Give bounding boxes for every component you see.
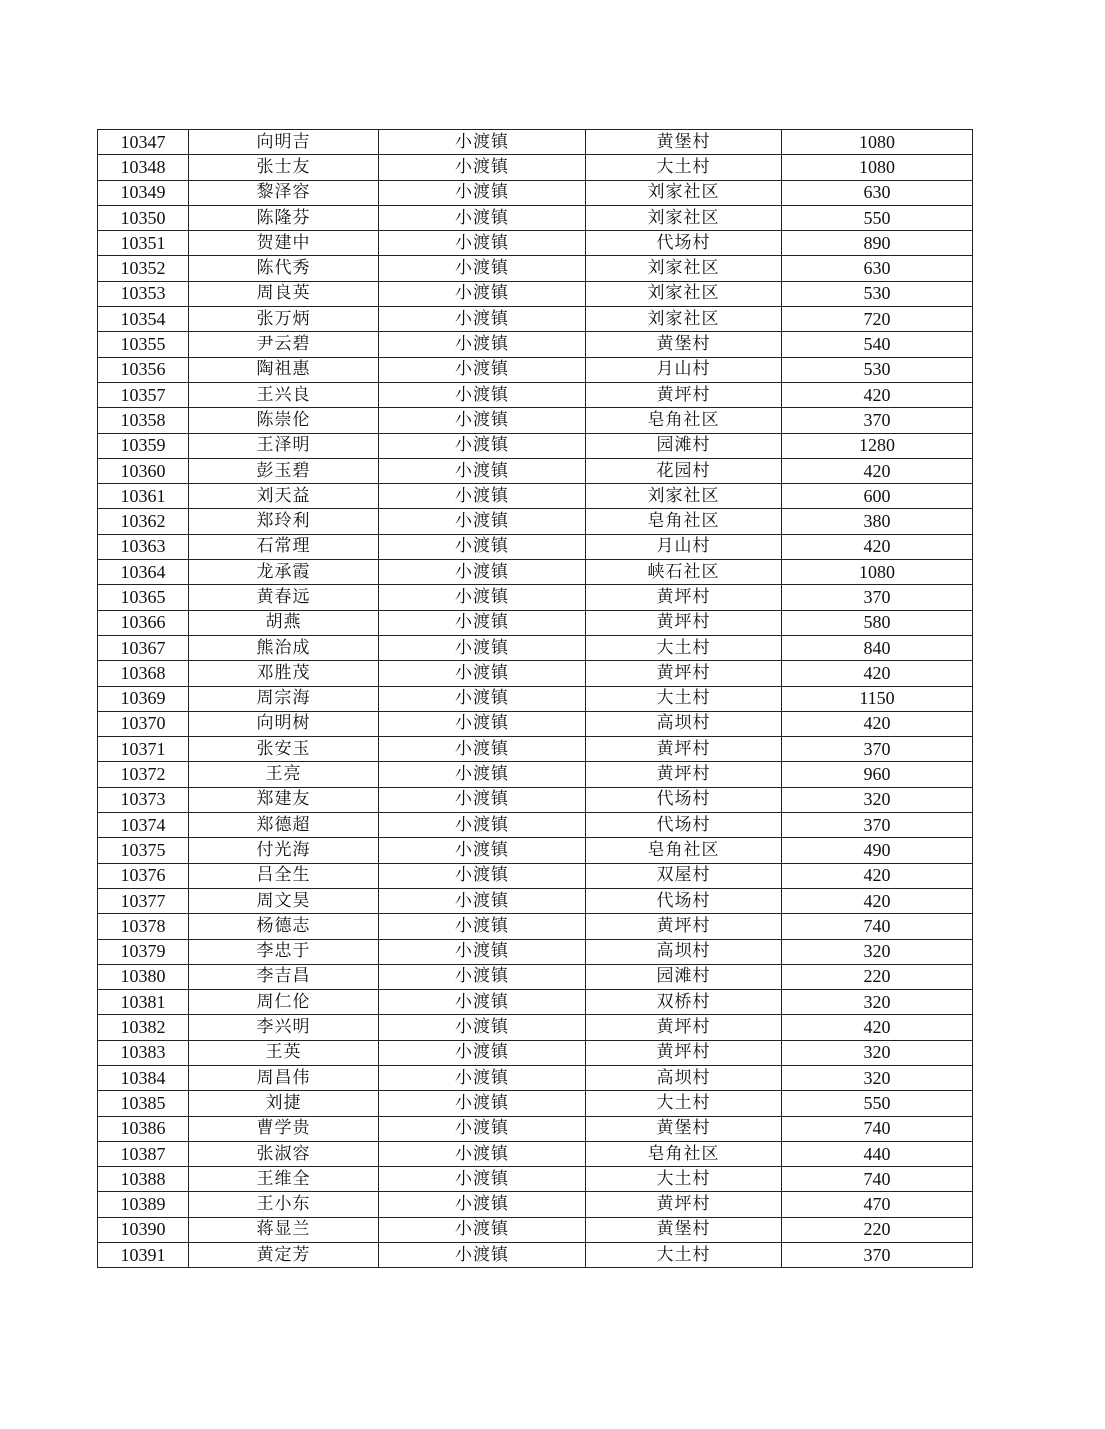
village-cell: 黄坪村 [586, 914, 782, 939]
amount-cell: 320 [782, 939, 973, 964]
village-cell: 黄坪村 [586, 1040, 782, 1065]
table-row [98, 711, 973, 736]
village-cell: 黄堡村 [586, 130, 782, 155]
table-row [98, 1015, 973, 1040]
id-cell: 10374 [98, 813, 189, 838]
table-row [98, 964, 973, 989]
amount-cell: 380 [782, 509, 973, 534]
table-row [98, 1217, 973, 1242]
name-cell: 王维全 [189, 1167, 379, 1192]
name-cell: 彭玉碧 [189, 458, 379, 483]
name-cell: 蒋显兰 [189, 1217, 379, 1242]
id-cell: 10378 [98, 914, 189, 939]
village-cell: 黄坪村 [586, 737, 782, 762]
town-cell: 小渡镇 [379, 281, 586, 306]
table-row [98, 686, 973, 711]
village-cell: 刘家社区 [586, 256, 782, 281]
town-cell: 小渡镇 [379, 1192, 586, 1217]
id-cell: 10365 [98, 585, 189, 610]
amount-cell: 420 [782, 458, 973, 483]
town-cell: 小渡镇 [379, 914, 586, 939]
id-cell: 10369 [98, 686, 189, 711]
name-cell: 石常理 [189, 534, 379, 559]
town-cell: 小渡镇 [379, 686, 586, 711]
village-cell: 皂角社区 [586, 509, 782, 534]
id-cell: 10388 [98, 1167, 189, 1192]
village-cell: 大土村 [586, 1091, 782, 1116]
table-row [98, 155, 973, 180]
village-cell: 园滩村 [586, 433, 782, 458]
id-cell: 10368 [98, 661, 189, 686]
town-cell: 小渡镇 [379, 231, 586, 256]
amount-cell: 370 [782, 813, 973, 838]
amount-cell: 420 [782, 382, 973, 407]
table-row [98, 635, 973, 660]
town-cell: 小渡镇 [379, 130, 586, 155]
id-cell: 10376 [98, 863, 189, 888]
amount-cell: 1280 [782, 433, 973, 458]
id-cell: 10377 [98, 888, 189, 913]
name-cell: 黎泽容 [189, 180, 379, 205]
name-cell: 张士友 [189, 155, 379, 180]
town-cell: 小渡镇 [379, 661, 586, 686]
id-cell: 10390 [98, 1217, 189, 1242]
town-cell: 小渡镇 [379, 332, 586, 357]
village-cell: 高坝村 [586, 1065, 782, 1090]
village-cell: 高坝村 [586, 939, 782, 964]
table-row [98, 534, 973, 559]
amount-cell: 740 [782, 1167, 973, 1192]
name-cell: 郑玲利 [189, 509, 379, 534]
name-cell: 陶祖惠 [189, 357, 379, 382]
amount-cell: 840 [782, 635, 973, 660]
id-cell: 10353 [98, 281, 189, 306]
table-row [98, 205, 973, 230]
amount-cell: 960 [782, 762, 973, 787]
amount-cell: 740 [782, 1116, 973, 1141]
amount-cell: 530 [782, 357, 973, 382]
id-cell: 10385 [98, 1091, 189, 1116]
name-cell: 郑建友 [189, 787, 379, 812]
town-cell: 小渡镇 [379, 939, 586, 964]
table-row [98, 382, 973, 407]
table-row [98, 661, 973, 686]
town-cell: 小渡镇 [379, 762, 586, 787]
name-cell: 曹学贵 [189, 1116, 379, 1141]
name-cell: 杨德志 [189, 914, 379, 939]
table-row [98, 130, 973, 155]
village-cell: 代场村 [586, 231, 782, 256]
table-row [98, 1192, 973, 1217]
name-cell: 付光海 [189, 838, 379, 863]
name-cell: 李吉昌 [189, 964, 379, 989]
id-cell: 10359 [98, 433, 189, 458]
amount-cell: 220 [782, 1217, 973, 1242]
amount-cell: 580 [782, 610, 973, 635]
name-cell: 陈代秀 [189, 256, 379, 281]
town-cell: 小渡镇 [379, 711, 586, 736]
amount-cell: 420 [782, 888, 973, 913]
town-cell: 小渡镇 [379, 382, 586, 407]
town-cell: 小渡镇 [379, 610, 586, 635]
table-row [98, 762, 973, 787]
amount-cell: 220 [782, 964, 973, 989]
table-row [98, 509, 973, 534]
name-cell: 郑德超 [189, 813, 379, 838]
town-cell: 小渡镇 [379, 1141, 586, 1166]
name-cell: 龙承霞 [189, 560, 379, 585]
village-cell: 皂角社区 [586, 408, 782, 433]
id-cell: 10370 [98, 711, 189, 736]
village-cell: 峡石社区 [586, 560, 782, 585]
amount-cell: 320 [782, 990, 973, 1015]
id-cell: 10366 [98, 610, 189, 635]
table-row [98, 1167, 973, 1192]
village-cell: 黄坪村 [586, 762, 782, 787]
table-row [98, 484, 973, 509]
table-row [98, 838, 973, 863]
table-row [98, 888, 973, 913]
name-cell: 黄春远 [189, 585, 379, 610]
village-cell: 皂角社区 [586, 838, 782, 863]
table-row [98, 914, 973, 939]
village-cell: 大土村 [586, 635, 782, 660]
amount-cell: 440 [782, 1141, 973, 1166]
village-cell: 代场村 [586, 888, 782, 913]
table-row [98, 408, 973, 433]
village-cell: 月山村 [586, 534, 782, 559]
name-cell: 尹云碧 [189, 332, 379, 357]
id-cell: 10380 [98, 964, 189, 989]
table-row [98, 560, 973, 585]
amount-cell: 890 [782, 231, 973, 256]
table-row [98, 610, 973, 635]
name-cell: 李兴明 [189, 1015, 379, 1040]
town-cell: 小渡镇 [379, 990, 586, 1015]
id-cell: 10356 [98, 357, 189, 382]
amount-cell: 370 [782, 737, 973, 762]
table-body [98, 130, 973, 1268]
table-row [98, 1091, 973, 1116]
name-cell: 刘捷 [189, 1091, 379, 1116]
town-cell: 小渡镇 [379, 635, 586, 660]
amount-cell: 470 [782, 1192, 973, 1217]
id-cell: 10351 [98, 231, 189, 256]
amount-cell: 420 [782, 1015, 973, 1040]
name-cell: 王小东 [189, 1192, 379, 1217]
id-cell: 10371 [98, 737, 189, 762]
name-cell: 张淑容 [189, 1141, 379, 1166]
town-cell: 小渡镇 [379, 1217, 586, 1242]
name-cell: 周良英 [189, 281, 379, 306]
name-cell: 王亮 [189, 762, 379, 787]
id-cell: 10381 [98, 990, 189, 1015]
id-cell: 10382 [98, 1015, 189, 1040]
town-cell: 小渡镇 [379, 1065, 586, 1090]
village-cell: 园滩村 [586, 964, 782, 989]
name-cell: 刘天益 [189, 484, 379, 509]
amount-cell: 720 [782, 307, 973, 332]
name-cell: 张安玉 [189, 737, 379, 762]
town-cell: 小渡镇 [379, 534, 586, 559]
name-cell: 贺建中 [189, 231, 379, 256]
town-cell: 小渡镇 [379, 484, 586, 509]
id-cell: 10362 [98, 509, 189, 534]
town-cell: 小渡镇 [379, 1015, 586, 1040]
name-cell: 陈崇伦 [189, 408, 379, 433]
table-row [98, 1243, 973, 1268]
town-cell: 小渡镇 [379, 155, 586, 180]
town-cell: 小渡镇 [379, 737, 586, 762]
town-cell: 小渡镇 [379, 813, 586, 838]
village-cell: 刘家社区 [586, 205, 782, 230]
village-cell: 刘家社区 [586, 281, 782, 306]
amount-cell: 740 [782, 914, 973, 939]
town-cell: 小渡镇 [379, 838, 586, 863]
amount-cell: 1080 [782, 560, 973, 585]
village-cell: 花园村 [586, 458, 782, 483]
village-cell: 皂角社区 [586, 1141, 782, 1166]
table-row [98, 332, 973, 357]
table-row [98, 585, 973, 610]
village-cell: 黄坪村 [586, 1192, 782, 1217]
id-cell: 10357 [98, 382, 189, 407]
id-cell: 10354 [98, 307, 189, 332]
amount-cell: 420 [782, 661, 973, 686]
table-row [98, 939, 973, 964]
id-cell: 10363 [98, 534, 189, 559]
amount-cell: 1080 [782, 155, 973, 180]
amount-cell: 320 [782, 1040, 973, 1065]
id-cell: 10349 [98, 180, 189, 205]
id-cell: 10364 [98, 560, 189, 585]
table-row [98, 307, 973, 332]
amount-cell: 530 [782, 281, 973, 306]
name-cell: 王英 [189, 1040, 379, 1065]
id-cell: 10372 [98, 762, 189, 787]
town-cell: 小渡镇 [379, 180, 586, 205]
id-cell: 10361 [98, 484, 189, 509]
table-row [98, 1065, 973, 1090]
amount-cell: 550 [782, 1091, 973, 1116]
name-cell: 张万炳 [189, 307, 379, 332]
village-cell: 大土村 [586, 155, 782, 180]
village-cell: 黄坪村 [586, 585, 782, 610]
amount-cell: 320 [782, 1065, 973, 1090]
village-cell: 黄堡村 [586, 1217, 782, 1242]
id-cell: 10352 [98, 256, 189, 281]
table-row [98, 813, 973, 838]
village-cell: 代场村 [586, 787, 782, 812]
town-cell: 小渡镇 [379, 585, 586, 610]
village-cell: 双桥村 [586, 990, 782, 1015]
amount-cell: 630 [782, 180, 973, 205]
village-cell: 高坝村 [586, 711, 782, 736]
name-cell: 熊治成 [189, 635, 379, 660]
table-row [98, 787, 973, 812]
amount-cell: 370 [782, 408, 973, 433]
amount-cell: 420 [782, 711, 973, 736]
name-cell: 李忠于 [189, 939, 379, 964]
village-cell: 黄坪村 [586, 382, 782, 407]
table-row [98, 737, 973, 762]
id-cell: 10379 [98, 939, 189, 964]
name-cell: 王兴良 [189, 382, 379, 407]
town-cell: 小渡镇 [379, 787, 586, 812]
town-cell: 小渡镇 [379, 1167, 586, 1192]
id-cell: 10360 [98, 458, 189, 483]
id-cell: 10386 [98, 1116, 189, 1141]
id-cell: 10387 [98, 1141, 189, 1166]
town-cell: 小渡镇 [379, 307, 586, 332]
table-row [98, 990, 973, 1015]
amount-cell: 370 [782, 1243, 973, 1268]
table-row [98, 1116, 973, 1141]
village-cell: 黄坪村 [586, 1015, 782, 1040]
id-cell: 10391 [98, 1243, 189, 1268]
village-cell: 大土村 [586, 1243, 782, 1268]
name-cell: 黄定芳 [189, 1243, 379, 1268]
village-cell: 刘家社区 [586, 180, 782, 205]
table-row [98, 357, 973, 382]
name-cell: 邓胜茂 [189, 661, 379, 686]
town-cell: 小渡镇 [379, 863, 586, 888]
village-cell: 大土村 [586, 1167, 782, 1192]
town-cell: 小渡镇 [379, 408, 586, 433]
table-row [98, 256, 973, 281]
name-cell: 吕全生 [189, 863, 379, 888]
id-cell: 10350 [98, 205, 189, 230]
amount-cell: 550 [782, 205, 973, 230]
table-row [98, 433, 973, 458]
village-cell: 代场村 [586, 813, 782, 838]
name-cell: 胡燕 [189, 610, 379, 635]
village-cell: 黄堡村 [586, 332, 782, 357]
town-cell: 小渡镇 [379, 205, 586, 230]
town-cell: 小渡镇 [379, 1116, 586, 1141]
town-cell: 小渡镇 [379, 357, 586, 382]
id-cell: 10348 [98, 155, 189, 180]
name-cell: 周昌伟 [189, 1065, 379, 1090]
table-row [98, 458, 973, 483]
amount-cell: 490 [782, 838, 973, 863]
table-row [98, 1141, 973, 1166]
amount-cell: 1150 [782, 686, 973, 711]
town-cell: 小渡镇 [379, 433, 586, 458]
village-cell: 刘家社区 [586, 484, 782, 509]
amount-cell: 420 [782, 534, 973, 559]
subsidy-table [97, 129, 973, 1268]
village-cell: 月山村 [586, 357, 782, 382]
town-cell: 小渡镇 [379, 1040, 586, 1065]
name-cell: 陈隆芬 [189, 205, 379, 230]
town-cell: 小渡镇 [379, 509, 586, 534]
town-cell: 小渡镇 [379, 458, 586, 483]
table-row [98, 180, 973, 205]
name-cell: 王泽明 [189, 433, 379, 458]
name-cell: 向明吉 [189, 130, 379, 155]
name-cell: 周宗海 [189, 686, 379, 711]
id-cell: 10389 [98, 1192, 189, 1217]
amount-cell: 1080 [782, 130, 973, 155]
town-cell: 小渡镇 [379, 560, 586, 585]
amount-cell: 630 [782, 256, 973, 281]
village-cell: 黄坪村 [586, 610, 782, 635]
town-cell: 小渡镇 [379, 256, 586, 281]
id-cell: 10384 [98, 1065, 189, 1090]
amount-cell: 420 [782, 863, 973, 888]
id-cell: 10367 [98, 635, 189, 660]
village-cell: 黄坪村 [586, 661, 782, 686]
id-cell: 10358 [98, 408, 189, 433]
id-cell: 10355 [98, 332, 189, 357]
village-cell: 刘家社区 [586, 307, 782, 332]
village-cell: 大土村 [586, 686, 782, 711]
id-cell: 10375 [98, 838, 189, 863]
town-cell: 小渡镇 [379, 1243, 586, 1268]
table-row [98, 863, 973, 888]
table-row [98, 1040, 973, 1065]
amount-cell: 600 [782, 484, 973, 509]
town-cell: 小渡镇 [379, 964, 586, 989]
village-cell: 黄堡村 [586, 1116, 782, 1141]
name-cell: 向明树 [189, 711, 379, 736]
amount-cell: 370 [782, 585, 973, 610]
id-cell: 10347 [98, 130, 189, 155]
amount-cell: 320 [782, 787, 973, 812]
id-cell: 10373 [98, 787, 189, 812]
id-cell: 10383 [98, 1040, 189, 1065]
town-cell: 小渡镇 [379, 888, 586, 913]
table-row [98, 231, 973, 256]
name-cell: 周仁伦 [189, 990, 379, 1015]
amount-cell: 540 [782, 332, 973, 357]
table-row [98, 281, 973, 306]
village-cell: 双屋村 [586, 863, 782, 888]
town-cell: 小渡镇 [379, 1091, 586, 1116]
name-cell: 周文昊 [189, 888, 379, 913]
